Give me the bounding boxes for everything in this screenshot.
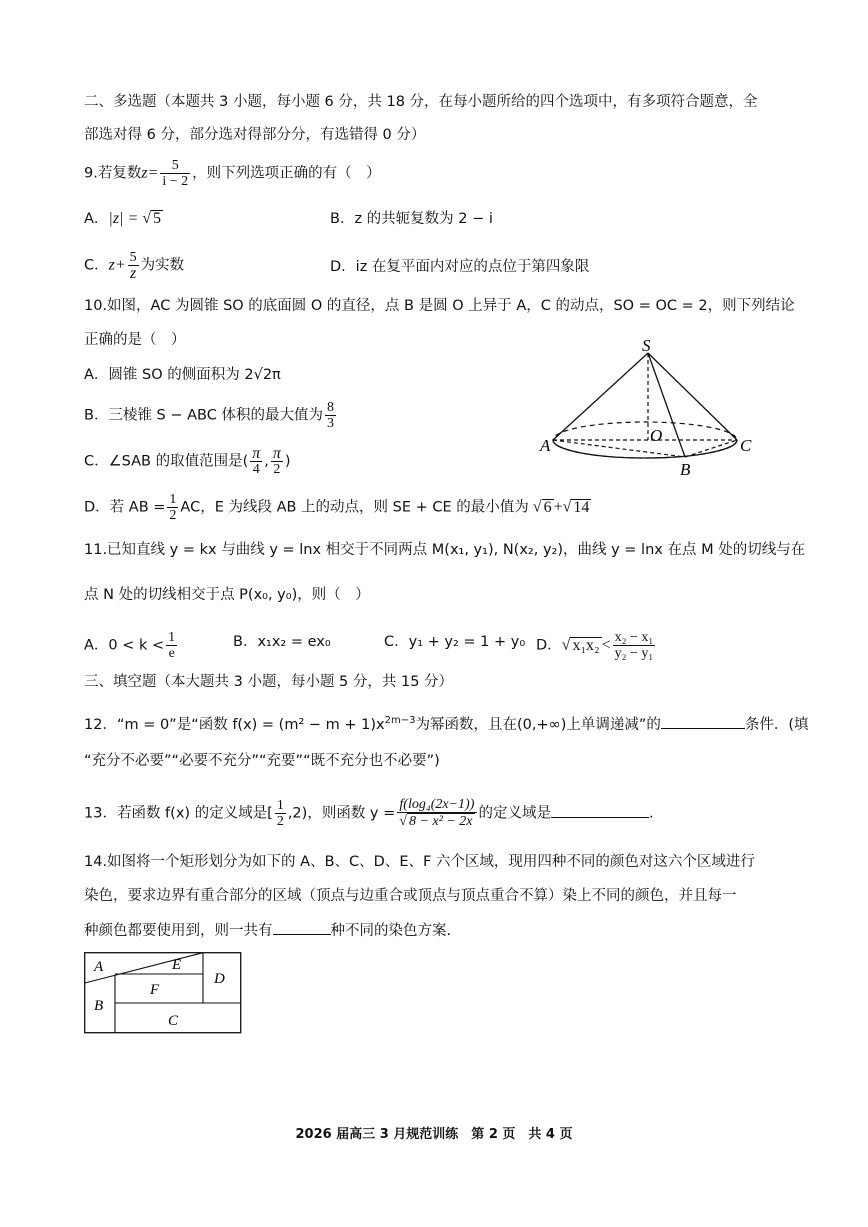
q14-line3-pre: 种颜色都要使用到，则一共有 [84, 923, 273, 939]
region-e: E [172, 957, 182, 973]
q13-post: 的定义域是 [478, 805, 551, 822]
q10-option-b-text: B．三棱锥 S − ABC 体积的最大值为 [84, 407, 323, 424]
cone-figure [530, 335, 770, 485]
q13-stem [84, 797, 654, 830]
region-c: C [168, 1013, 179, 1029]
q9-option-c-pre: z+ [108, 256, 126, 274]
section2-header-line1: 二、多选题（本题共 3 小题，每小题 6 分，共 18 分，在每小题所给的四个选项中，有多项符合题意，全 [84, 94, 758, 110]
cone-base-front-arc [553, 440, 737, 458]
label-a: A [540, 436, 551, 455]
q11-option-d: D．√ x₁x₂ < $\frac{\text{x₂ − x₁}}{\text{y₂ − y₁}}$ [536, 630, 654, 661]
q11-option-d-pre: D． [536, 637, 562, 654]
q12-exponent: 2m−3 [384, 715, 416, 726]
region-d: D [214, 971, 225, 987]
label-s: S [642, 336, 651, 355]
cone-edge-sa [553, 353, 648, 440]
q9-option-d: D．iz 在复平面内对应的点位于第四象限 [330, 259, 590, 275]
q10-option-c-close: ) [284, 453, 291, 470]
q14-answer-blank[interactable] [273, 920, 331, 935]
q9-frac-num: 5 [160, 158, 190, 174]
q13-domain-num: 1 [276, 798, 284, 813]
q10-option-a: A．圆锥 SO 的侧面积为 2√2π [84, 367, 281, 383]
label-b: B [680, 460, 691, 479]
q11-option-a-num: 1 [168, 630, 176, 645]
q9-stem [84, 158, 381, 189]
label-c: C [740, 436, 752, 455]
q10-option-c-d2: 2 [273, 462, 281, 477]
q11-option-d-den: y₂ − y₁ [614, 646, 654, 661]
cone-chord-bc [685, 440, 737, 457]
q11-option-c: C．y₁ + y₂ = 1 + y₀ [384, 634, 526, 650]
section2-header-line2: 部选对得 6 分，部分选对得部分分，有选错得 0 分） [84, 127, 426, 143]
q9-option-c-frac [128, 250, 139, 281]
q9-option-c-label: C． [84, 257, 109, 274]
q13-domain-den: 2 [276, 814, 284, 829]
q11-option-d-root: x₁x₂ [572, 636, 600, 654]
q11-option-a-frac [166, 630, 177, 661]
region-diagram [84, 952, 244, 1036]
section3-header: 三、填空题（本大题共 3 小题，每小题 5 分，共 15 分） [84, 674, 454, 690]
q12-answer-blank[interactable] [661, 714, 745, 729]
q13-end: . [649, 805, 654, 822]
q10-option-c-n1: π [252, 445, 261, 462]
region-b: B [94, 998, 104, 1014]
q9-option-a-math: |z| = [108, 210, 143, 227]
q11-option-b: B．x₁x₂ = ex₀ [233, 634, 331, 650]
q10-option-c-d1: 4 [252, 462, 260, 477]
q11-stem-line2: 点 N 处的切线相交于点 P(x₀, y₀)，则（ ） [84, 587, 370, 603]
q10-option-d-den: 2 [169, 508, 177, 523]
q9-frac-den: i − 2 [162, 174, 189, 189]
q9-option-b: B．z 的共轭复数为 2 − i [330, 211, 493, 227]
q10-option-d-root1: 6 [543, 498, 552, 516]
q13-function-den: 8 − x² − 2x [408, 814, 473, 829]
q14-line3-post: 种不同的染色方案. [330, 923, 452, 939]
q12-stem-line2: “充分不必要”“必要不充分”“充要”“既不充分也不必要”) [84, 753, 440, 769]
outer-rectangle [85, 953, 241, 1033]
q9-option-c-post: 为实数 [140, 257, 185, 274]
q10-option-c-n2: π [272, 445, 281, 462]
q10-option-d-plus: + [553, 498, 563, 516]
q11-option-d-lt: < [601, 636, 611, 654]
q10-option-d-mid: AC，E 为线段 AB 上的动点，则 SE + CE 的最小值为 [180, 499, 529, 516]
q13-function-num: f(log₄(2x−1)) [397, 797, 476, 813]
q9-fraction [160, 158, 190, 189]
q12-post: 为幂函数，且在(0,+∞)上单调递减”的 [415, 716, 661, 733]
q9-option-a: A．|z| = √ 5 [84, 210, 162, 227]
q13-function-den-wrap: √ 8 − x² − 2x [399, 814, 473, 829]
region-a: A [94, 959, 104, 975]
q10-option-d: D．若 AB = $\frac{1}{2}$ AC，E 为线段 AB 上的动点，则 SE + CE 的最小值为 √ 6 +√ 14 [84, 492, 590, 523]
q10-option-b [84, 400, 338, 431]
q10-stem-line1: 10.如图，AC 为圆锥 SO 的底面圆 O 的直径，点 B 是圆 O 上异于 A，C 的动点，SO = OC = 2，则下列结论 [84, 298, 795, 314]
q11-stem-line1: 11.已知直线 y = kx 与曲线 y = lnx 相交于不同两点 M(x₁, y₁), N(x₂, y₂)，曲线 y = lnx 在点 M 处的切线与在 [84, 542, 806, 558]
q9-option-a-root: 5 [153, 210, 162, 227]
q10-option-b-frac [325, 400, 336, 431]
q13-answer-blank[interactable] [551, 803, 649, 818]
q9-suffix: ，则下列选项正确的有（ ） [192, 165, 381, 182]
q12-tail: 条件．(填 [744, 716, 809, 733]
q10-option-c-frac2 [271, 446, 283, 477]
cone-chord-ab [553, 440, 685, 457]
q9-option-a-label: A． [84, 211, 109, 227]
q9-option-c-den: z [130, 265, 137, 282]
q10-option-b-den: 3 [326, 416, 334, 431]
label-o: O [650, 426, 663, 445]
q13-mid: ,2)，则函数 y = [287, 805, 396, 822]
q13-domain-frac [275, 798, 286, 829]
q13-pre: 13．若函数 f(x) 的定义域是[ [84, 805, 273, 822]
q10-option-d-root2: 14 [573, 498, 590, 516]
q14-stem-line2: 染色，要求边界有重合部分的区域（顶点与边重合或顶点与顶点重合不算）染上不同的颜色，并且每一 [84, 888, 737, 904]
q10-option-c-text: C．∠SAB 的取值范围是( [84, 453, 249, 470]
q14-stem-line1: 14.如图将一个矩形划分为如下的 A、B、C、D、E、F 六个区域，现用四种不同的颜色对这六个区域进行 [84, 854, 755, 870]
q12-pre: 12．“m = 0”是“函数 f(x) = (m² − m + 1)x [84, 716, 385, 733]
q9-option-c-num: 5 [129, 250, 137, 265]
q9-option-c [84, 250, 184, 281]
page-footer: 2026 届高三 3 月规范训练 第 2 页 共 4 页 [295, 1127, 573, 1142]
q11-option-a-den: e [168, 646, 175, 661]
q10-stem-line2: 正确的是（ ） [84, 332, 186, 348]
q14-stem-line3 [84, 920, 451, 941]
region-f: F [150, 982, 160, 998]
q10-option-c-frac1 [250, 446, 262, 477]
q11-option-a-pre: A．0 < k < [84, 637, 165, 654]
q13-function-frac [397, 797, 476, 830]
q10-option-d-frac [167, 492, 178, 523]
q11-option-d-num: x₂ − x₁ [614, 630, 654, 645]
q10-option-d-num: 1 [169, 492, 177, 507]
q11-option-a [84, 630, 179, 661]
q10-option-d-pre: D．若 AB = [84, 499, 166, 516]
q9-prefix: 9.若复数 [84, 165, 142, 182]
q9-z: z= [141, 164, 159, 182]
q10-option-b-num: 8 [326, 400, 334, 415]
q12-stem-line1 [84, 711, 809, 735]
q11-option-d-frac [613, 630, 656, 661]
q10-option-c: C．∠SAB 的取值范围是( $\frac{\pi}{4}$ , $\frac{\pi}{2}$ ) [84, 445, 291, 477]
